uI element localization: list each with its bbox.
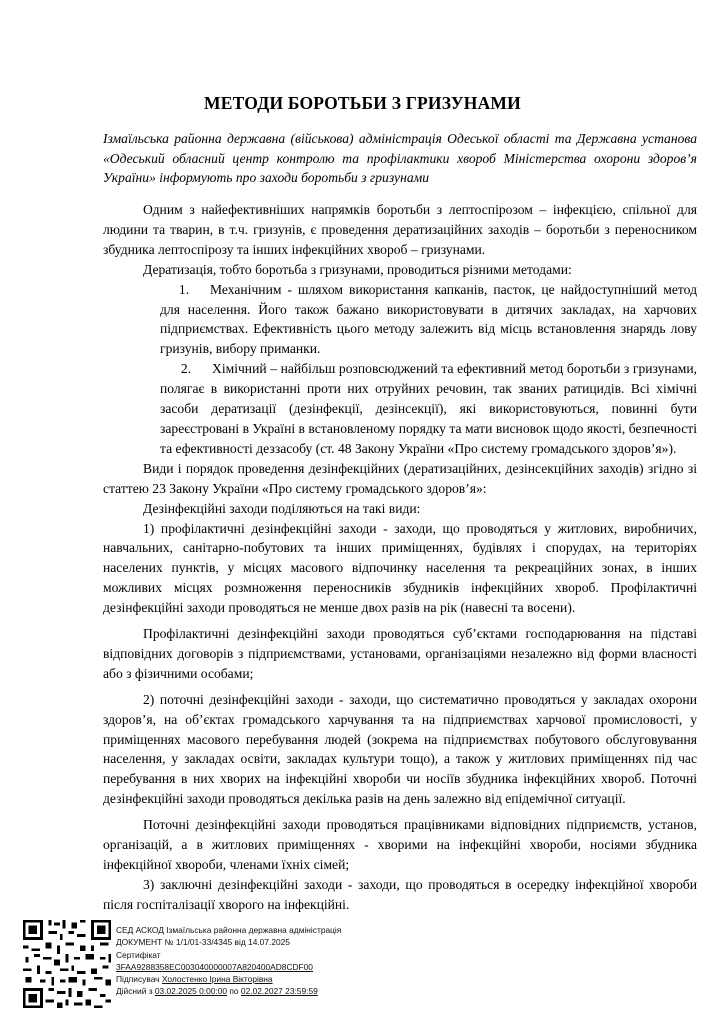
paragraph: 2) поточні дезінфекційні заходи - заходи, що систематично проводяться у закладах охорони здоров’я, на об’єктах громадського харчування та на підприємствах харчової промисловості, у приміщеннях масового перебування людей (зокрема на підприємствах побутового обслуговування населення, у закладах освіти, закладах культури тощо), а також у житлових приміщеннях під час перебування в них хворих на інфекційні хвороби чи носіїв збудника інфекційних хвороб. Поточні дезінфекційні заходи проводяться декілька разів на день залежно від епідемічної ситуації.	[103, 691, 697, 807]
stamp-valid-from: 03.02.2025 0:00:00	[154, 986, 228, 997]
stamp-certificate-id: 3FAA9288358EC003040000007A820400AD8CDF00	[116, 961, 313, 972]
paragraph: Дератизація, тобто боротьба з гризунами, проводиться різними методами:	[143, 261, 572, 277]
paragraph: 1) профілактичні дезінфекційні заходи - заходи, що проводяться у житлових, виробничих, навчальних, санітарно-побутових та інших приміщеннях, будівлях і спорудах, на територіях населених пунктів, у місцях масового відпочинку населення та рекреаційних зонах, в інших можливих місцях розмноження переносників збудників інфекційних хвороб. Профілактичні дезінфекційні заходи проводяться не менше двох разів на рік (навесні та восени).	[103, 520, 697, 616]
qr-code-icon	[20, 917, 114, 1011]
paragraph: Види і порядок проведення дезінфекційних (дератизаційних, дезінсекційних заходів) згідно зі статтею 23 Закону України «Про систему громадського здоров’я»:	[103, 460, 697, 496]
stamp-valid-to: 02.02.2027 23:59:59	[240, 986, 318, 997]
list-item	[103, 359, 697, 459]
paragraph: Поточні дезінфекційні заходи проводяться працівниками відповідних підприємств, установ, організацій, а в житлових приміщеннях - хворими на інфекційні хвороби, носіями збудника інфекційної хвороби, членами їхніх сімей;	[103, 817, 697, 872]
list-number: 1.	[178, 281, 190, 297]
document-title: МЕТОДИ БОРОТЬБИ З ГРИЗУНАМИ	[204, 93, 521, 113]
paragraph: Одним з найефективніших напрямків боротьби з лептоспірозом – інфекцією, спільної для людини та тварин, в т.ч. гризунів, є проведення дератизаційних заходів – боротьби з переносником збудника лептоспірозу та інших інфекційних хвороб – гризунами.	[103, 202, 697, 257]
signature-details	[116, 924, 406, 998]
list-text: Механічним - шляхом використання капканів, пасток, це найдоступніший метод для населення. Його також бажано використовувати в дитячих закладах, на харчових підприємствах. Ефективність цього методу залежить від місць встановлення знарядь лову гризунів, вибору приманки.	[160, 281, 697, 357]
stamp-system: СЕД АСКОД Ізмаїльська районна державна адміністрація	[116, 925, 342, 935]
list-item	[103, 280, 697, 360]
stamp-signer-name: Холостенко Ірина Вікторівна	[161, 974, 273, 985]
paragraph: Дезінфекційні заходи поділяються на такі види:	[143, 500, 421, 516]
list-text: Хімічний – найбільш розповсюджений та ефективний метод боротьби з гризунами, полягає в використанні проти них отруйних речовин, так званих ратицидів. Всі хімічні засоби дератизації (дезінфекції, дезінсекції), які використовуються, повинні бути зареєстровані в Україні в встановленому порядку та мати висновок щодо якості, безпечності та ефективності деззасобу (ст. 48 Закону України «Про систему громадського здоров’я»).	[160, 361, 697, 456]
stamp-certificate-label: Сертифікат	[116, 949, 161, 960]
intro-paragraph: Ізмаїльська районна державна (військова) адміністрація Одеської області та Державна установа «Одеський обласний центр контролю та профілактики хвороб Міністерства охорони здоров’я України» інформують про заходи боротьби з гризунами	[103, 131, 697, 185]
stamp-valid-to-label: по	[229, 986, 239, 997]
stamp-signer-label: Підписувач	[116, 974, 160, 985]
document-body	[103, 200, 697, 915]
stamp-valid-label: Дійсний з	[116, 986, 153, 997]
stamp-document-number: ДОКУМЕНТ № 1/1/01-33/4345 від 14.07.2025	[116, 937, 290, 948]
list-number: 2.	[180, 361, 192, 377]
paragraph: Профілактичні дезінфекційні заходи проводяться суб’єктами господарювання на підставі відповідних договорів з підприємствами, установами, організаціями незалежно від форми власності або з фізичними особами;	[103, 626, 697, 681]
paragraph: 3) заключні дезінфекційні заходи - заходи, що проводяться в осередку інфекційної хвороби після госпіталізації хворого на інфекційні.	[103, 876, 697, 912]
electronic-signature-stamp	[10, 917, 390, 1017]
